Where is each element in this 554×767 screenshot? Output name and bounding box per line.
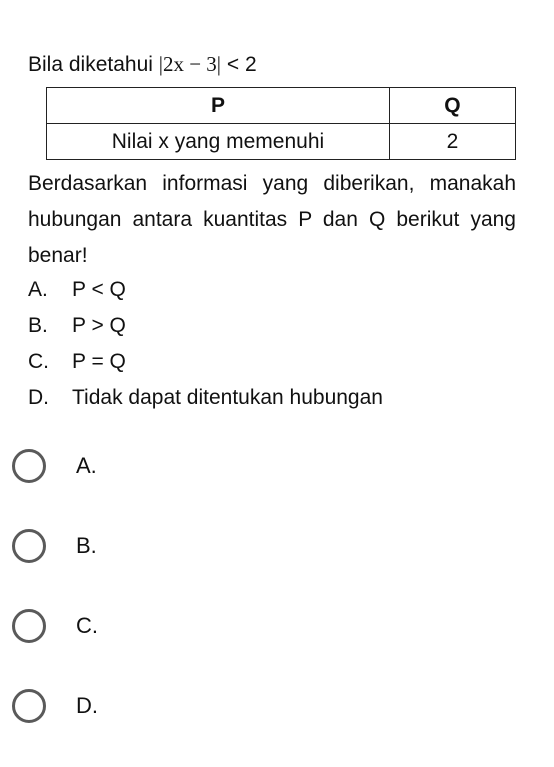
radio-button-d[interactable] bbox=[12, 689, 46, 723]
answer-option-b[interactable] bbox=[0, 508, 554, 588]
comparison-table bbox=[46, 87, 516, 160]
answer-option-c[interactable] bbox=[0, 588, 554, 668]
cell-p-value: Nilai x yang memenuhi bbox=[47, 124, 390, 160]
choice-letter: D. bbox=[28, 386, 49, 409]
choice-letter: A. bbox=[28, 278, 48, 301]
radio-button-b[interactable] bbox=[12, 529, 46, 563]
question-statement bbox=[28, 52, 257, 77]
answer-options bbox=[0, 428, 554, 748]
cell-q-value: 2 bbox=[389, 124, 515, 160]
answer-label-a[interactable]: A. bbox=[76, 453, 97, 478]
answer-label-d[interactable]: D. bbox=[76, 693, 98, 718]
answer-label-b[interactable]: B. bbox=[76, 533, 97, 558]
choice-letter: C. bbox=[28, 350, 49, 373]
choice-letter: B. bbox=[28, 314, 48, 337]
radio-button-a[interactable] bbox=[12, 449, 46, 483]
choice-item bbox=[28, 272, 383, 308]
choice-list bbox=[28, 272, 383, 416]
column-header-p: P bbox=[47, 88, 390, 124]
table-row bbox=[47, 124, 516, 160]
inequality-expression: |2x − 3| bbox=[158, 52, 222, 76]
choice-item bbox=[28, 380, 383, 416]
answer-label-c[interactable]: C. bbox=[76, 613, 98, 638]
choice-text: Tidak dapat ditentukan hubungan bbox=[72, 386, 383, 409]
answer-option-a[interactable] bbox=[0, 428, 554, 508]
choice-item bbox=[28, 344, 383, 380]
choice-text: P > Q bbox=[72, 314, 126, 337]
inequality-rest: < 2 bbox=[221, 53, 257, 76]
choice-text: P = Q bbox=[72, 350, 126, 373]
radio-button-c[interactable] bbox=[12, 609, 46, 643]
column-header-q: Q bbox=[389, 88, 515, 124]
question-prompt: Berdasarkan informasi yang diberikan, manakah hubungan antara kuantitas P dan Q berikut yang benar! bbox=[28, 172, 516, 267]
choice-item bbox=[28, 308, 383, 344]
answer-option-d[interactable] bbox=[0, 668, 554, 748]
choice-text: P < Q bbox=[72, 278, 126, 301]
question-intro: Bila diketahui bbox=[28, 53, 159, 76]
table-header-row bbox=[47, 88, 516, 124]
